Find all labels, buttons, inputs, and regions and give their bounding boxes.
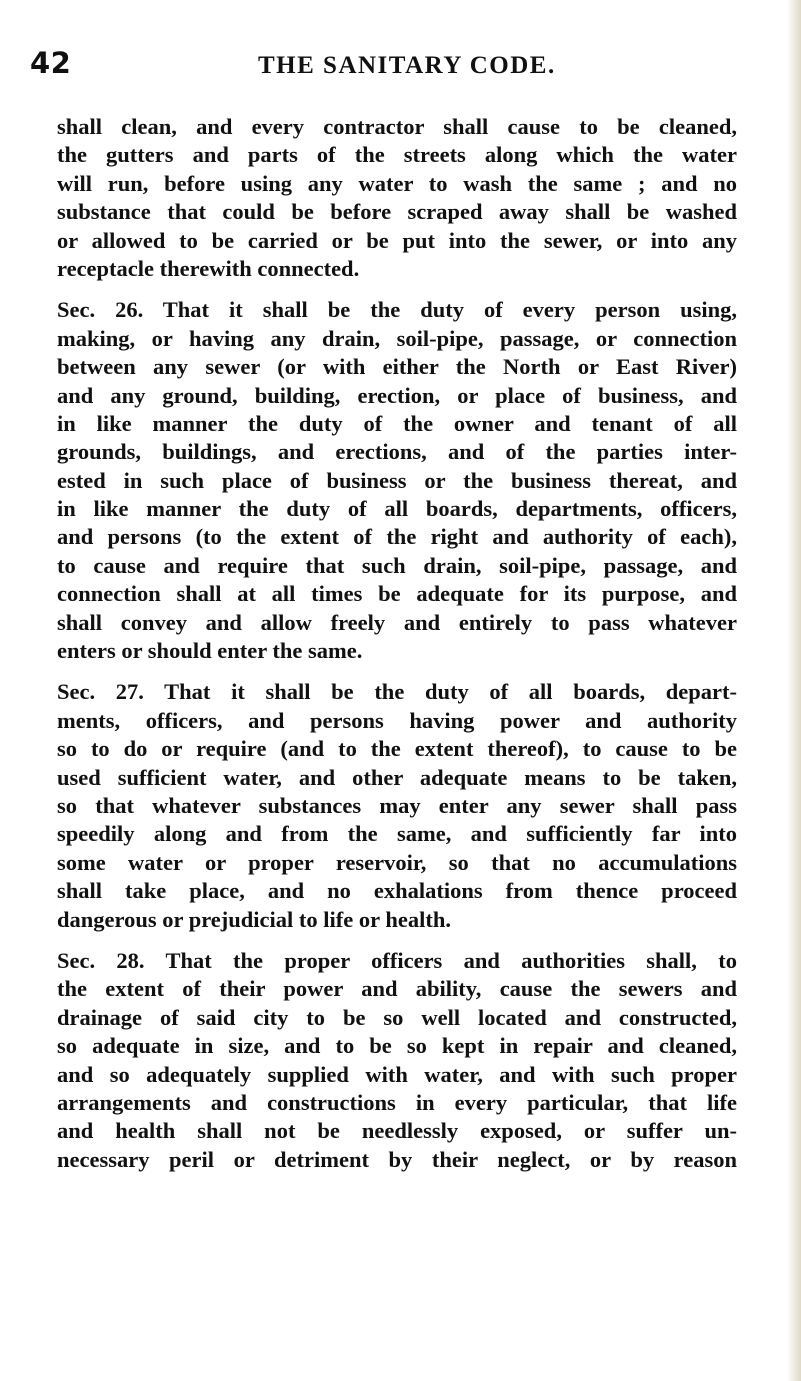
paragraph-continuation: [57, 113, 737, 283]
text-line: shall take place, and no exhalations from thence proceed: [57, 878, 737, 904]
header-title: THE SANITARY CODE.: [258, 52, 556, 79]
text-line: some water or proper reservoir, so that no accumulations: [57, 849, 737, 875]
body-text: [57, 113, 737, 1174]
text-line: connection shall at all times be adequate for its purpose, and: [57, 581, 737, 607]
text-line: will run, before using any water to wash the same ; and no: [57, 170, 737, 196]
paragraph-sec-26: [57, 296, 737, 665]
text-line: and persons (to the extent of the right and authority of each),: [57, 524, 737, 550]
text-line: drainage of said city to be so well located and constructed,: [57, 1004, 737, 1030]
text-line: enters or should enter the same.: [57, 638, 363, 664]
text-line: speedily along and from the same, and sufficiently far into: [57, 821, 737, 847]
text-line: between any sewer (or with either the North or East River): [57, 354, 737, 380]
text-line: so adequate in size, and to be so kept in repair and cleaned,: [57, 1033, 737, 1059]
page-edge-shadow: [787, 0, 801, 1381]
text-line: so to do or require (and to the extent thereof), to cause to be: [57, 736, 737, 762]
text-line: making, or having any drain, soil-pipe, passage, or connection: [57, 325, 737, 351]
text-line: so that whatever substances may enter any sewer shall pass: [57, 792, 737, 818]
running-header: [30, 46, 790, 86]
page-number: 42: [30, 46, 72, 80]
text-line: Sec. 27. That it shall be the duty of all boards, depart-: [57, 679, 737, 705]
text-line: in like manner the duty of the owner and tenant of all: [57, 410, 737, 436]
text-line: ested in such place of business or the business thereat, and: [57, 467, 737, 493]
text-line: and so adequately supplied with water, and with such proper: [57, 1061, 737, 1087]
text-line: Sec. 28. That the proper officers and authorities shall, to: [57, 947, 737, 973]
text-line: necessary peril or detriment by their neglect, or by reason: [57, 1146, 737, 1172]
text-line: shall convey and allow freely and entirely to pass whatever: [57, 609, 737, 635]
text-line: and health shall not be needlessly exposed, or suffer un-: [57, 1118, 737, 1144]
text-line: arrangements and constructions in every particular, that life: [57, 1089, 737, 1115]
text-line: dangerous or prejudicial to life or health.: [57, 906, 451, 932]
text-line: substance that could be before scraped away shall be washed: [57, 199, 737, 225]
text-line: to cause and require that such drain, soil-pipe, passage, and: [57, 552, 737, 578]
text-line: ments, officers, and persons having power and authority: [57, 707, 737, 733]
text-line: used sufficient water, and other adequate means to be taken,: [57, 764, 737, 790]
paragraph-sec-28: [57, 947, 737, 1174]
text-line: Sec. 26. That it shall be the duty of every person using,: [57, 297, 737, 323]
text-line: grounds, buildings, and erections, and of the parties inter-: [57, 439, 737, 465]
text-line: the gutters and parts of the streets along which the water: [57, 142, 737, 168]
text-line: shall clean, and every contractor shall cause to be cleaned,: [57, 114, 737, 139]
text-line: receptacle therewith connected.: [57, 255, 360, 281]
text-line: the extent of their power and ability, cause the sewers and: [57, 976, 737, 1002]
text-line: or allowed to be carried or be put into the sewer, or into any: [57, 227, 737, 253]
paragraph-sec-27: [57, 678, 737, 934]
text-line: in like manner the duty of all boards, departments, officers,: [57, 496, 737, 522]
text-line: and any ground, building, erection, or place of business, and: [57, 382, 737, 408]
